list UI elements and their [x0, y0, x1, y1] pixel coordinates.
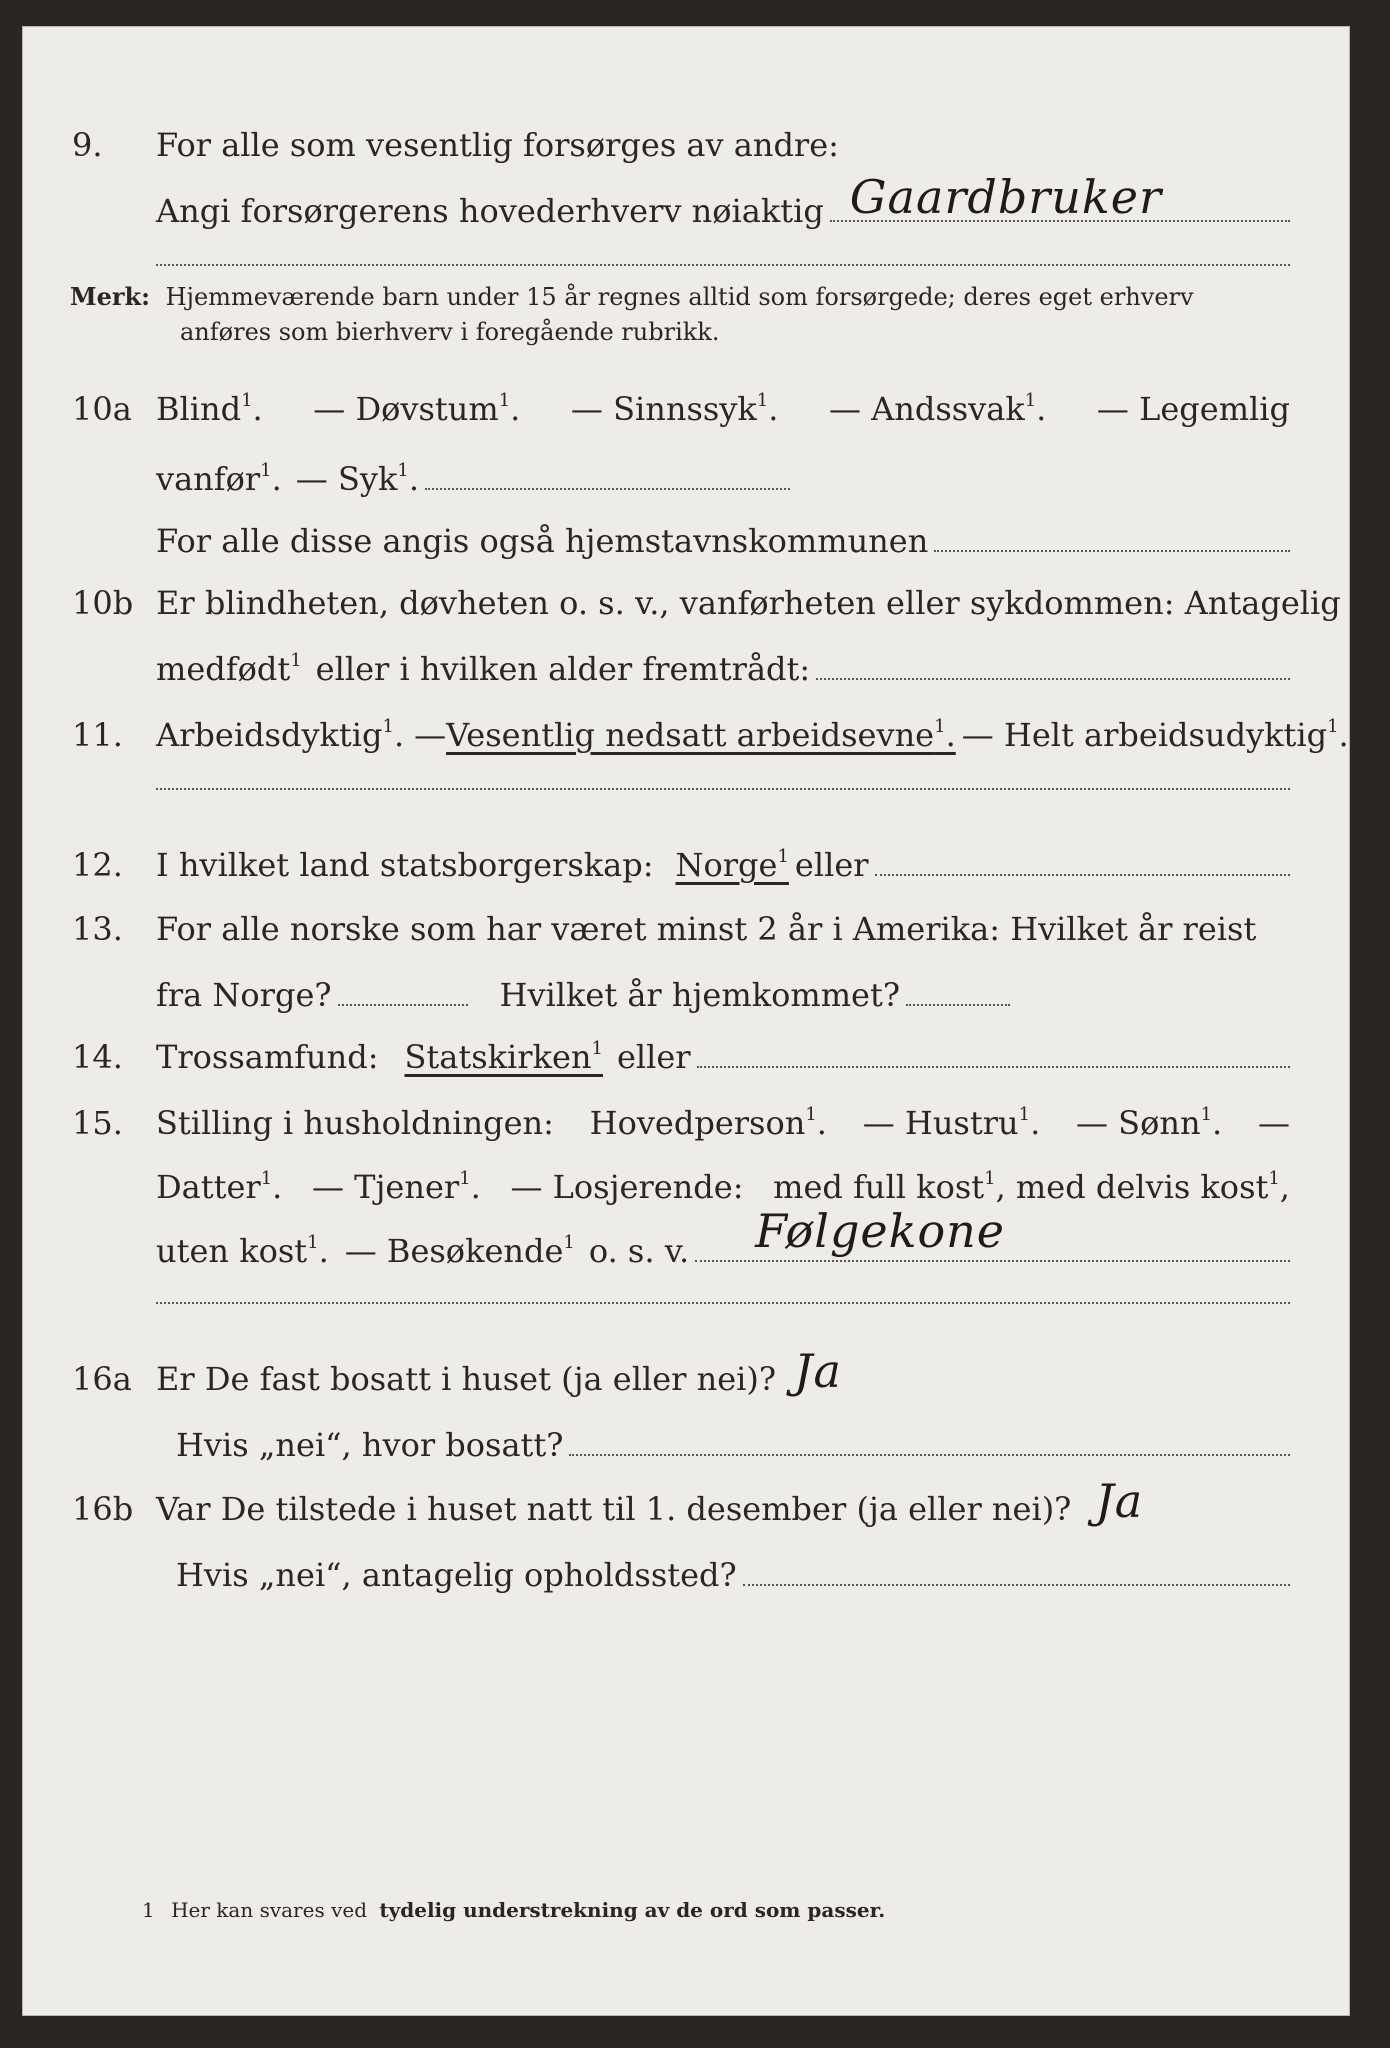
q16a-row-1 — [22, 1340, 1350, 1404]
q12-row — [22, 826, 1350, 890]
q15-besokende[interactable]: — Besøkende$^1$ — [344, 1232, 575, 1270]
q13-number: 13. — [72, 910, 123, 948]
q16a-row-2 — [22, 1406, 1350, 1470]
q9-number: 9. — [72, 126, 103, 164]
q16a-bosatt-field[interactable] — [569, 1454, 1290, 1456]
q16a-question: Er De fast bosatt i huset (ja eller nei)? — [156, 1360, 777, 1398]
q13-reist-field[interactable] — [338, 1004, 468, 1006]
q10a-hjemstavn-field[interactable] — [934, 550, 1290, 552]
q10a-hjemstavn-label: For alle disse angis også hjemstavnskommunen — [156, 522, 929, 560]
q15-osv: o. s. v. — [588, 1232, 690, 1270]
q12-number: 12. — [72, 846, 123, 884]
q16b-row-2 — [22, 1536, 1350, 1600]
q16b-number: 16b — [72, 1490, 134, 1528]
q15-row-2 — [22, 1148, 1350, 1212]
q12-label: I hvilket land statsborgerskap: — [156, 846, 654, 884]
q14-number: 14. — [72, 1038, 123, 1076]
q16b-opholdssted-field[interactable] — [743, 1584, 1290, 1586]
q15-sonn[interactable]: — Sønn$^1$. — [1076, 1104, 1223, 1142]
q10a-row-2 — [22, 440, 1350, 504]
q16a-number: 16a — [72, 1360, 132, 1398]
q10a-vanfor[interactable]: vanfør$^1$. — [156, 460, 282, 498]
q16a-bosatt-label: Hvis „nei“, hvor bosatt? — [176, 1426, 564, 1464]
q9-answer-field[interactable] — [830, 170, 1290, 224]
q15-tjener[interactable]: — Tjener$^1$. — [311, 1168, 481, 1206]
q9-heading: For alle som vesentlig forsørges av andre: — [156, 126, 839, 164]
q11-number: 11. — [72, 716, 123, 754]
q16a-handwritten-answer: Ja — [794, 1344, 842, 1398]
footnote-mark: 1 — [142, 1898, 155, 1922]
q15-extra-rule — [156, 1302, 1290, 1304]
q15-dash: — — [1257, 1104, 1290, 1142]
q11-nedsatt-selected[interactable]: Vesentlig nedsatt arbeidsevne$^1$. — [446, 716, 956, 754]
footnote-text-b: tydelig understrekning av de ord som passer. — [379, 1898, 886, 1922]
q10a-number: 10a — [72, 390, 132, 428]
q16b-question: Var De tilstede i huset natt til 1. desember (ja eller nei)? — [156, 1490, 1072, 1528]
q11-row — [22, 696, 1350, 760]
q10b-medfodt[interactable]: medfødt$^1$ — [156, 650, 302, 688]
q9-row-1 — [22, 106, 1350, 170]
q16b-row-1 — [22, 1470, 1350, 1534]
q13-reist-label: fra Norge? — [156, 976, 332, 1014]
q10b-number: 10b — [72, 584, 134, 622]
q15-full-kost[interactable]: med full kost$^1$, med delvis kost$^1$, — [773, 1168, 1290, 1206]
q10a-syk[interactable]: — Syk$^1$. — [295, 460, 419, 498]
census-form-page — [22, 26, 1350, 2016]
q14-row — [22, 1018, 1350, 1082]
q15-uten-kost[interactable]: uten kost$^1$. — [156, 1232, 329, 1270]
q10a-sinnssyk[interactable]: — Sinnssyk$^1$. — [570, 390, 779, 428]
q15-row-1 — [22, 1084, 1350, 1148]
q14-eller: eller — [616, 1038, 691, 1076]
merk-label: Merk: — [70, 282, 150, 311]
q9-label: Angi forsørgerens hovederhverv nøiaktig — [156, 192, 824, 230]
q16b-opholdssted-label: Hvis „nei“, antagelig opholdssted? — [176, 1556, 737, 1594]
q15-losjerende-label: — Losjerende: — [510, 1168, 744, 1206]
q11-dash: — — [414, 716, 447, 754]
merk-text-1: Hjemmeværende barn under 15 år regnes alltid som forsørgede; deres eget erhverv — [165, 283, 1194, 311]
q11-arbeidsdyktig[interactable]: Arbeidsdyktig$^1$. — [156, 716, 405, 754]
q15-label: Stilling i husholdningen: — [156, 1104, 554, 1142]
q10a-row-1 — [22, 370, 1350, 434]
q13-hjemkommet-label: Hvilket år hjemkommet? — [499, 976, 900, 1014]
q13-row-2 — [22, 956, 1350, 1020]
footnote-text-a: Her kan svares ved — [171, 1898, 368, 1922]
q15-hustru[interactable]: — Hustru$^1$. — [862, 1104, 1041, 1142]
q16b-handwritten-answer: Ja — [1095, 1474, 1144, 1528]
q13-row-1 — [22, 890, 1350, 954]
q15-answer-field[interactable] — [695, 1204, 1290, 1262]
q9-row-2 — [22, 172, 1350, 236]
q10b-question: Er blindheten, døvheten o. s. v., vanførheten eller sykdommen: Antagelig — [156, 584, 1341, 622]
q15-hovedperson[interactable]: Hovedperson$^1$. — [589, 1104, 827, 1142]
footnote — [142, 1898, 885, 1922]
q10a-andssvak[interactable]: — Andssvak$^1$. — [828, 390, 1047, 428]
q11-extra-rule — [156, 788, 1290, 790]
q11-udyktig[interactable]: — Helt arbeidsudyktig$^1$. — [961, 716, 1349, 754]
q12-norge-selected[interactable]: Norge$^1$ — [675, 846, 789, 884]
q10a-legemlig[interactable]: — Legemlig — [1096, 390, 1290, 428]
merk-line-2 — [180, 318, 719, 346]
q10b-row-1 — [22, 564, 1350, 628]
q10b-row-2 — [22, 630, 1350, 694]
q14-statskirken-selected[interactable]: Statskirken$^1$ — [404, 1038, 603, 1076]
q15-datter[interactable]: Datter$^1$. — [156, 1168, 283, 1206]
q14-label: Trossamfund: — [156, 1038, 379, 1076]
merk-line-1 — [70, 282, 1194, 311]
merk-text-2: anføres som bierhverv i foregående rubrikk. — [180, 318, 720, 346]
q15-handwritten-answer: Følgekone — [755, 1204, 1006, 1258]
q10a-dovstum[interactable]: — Døvstum$^1$. — [313, 390, 521, 428]
q14-other-field[interactable] — [697, 1066, 1290, 1068]
q10a-syk-field[interactable] — [425, 488, 790, 490]
q10a-blind[interactable]: Blind$^1$. — [156, 390, 263, 428]
q10a-row-3 — [22, 502, 1350, 566]
q12-eller: eller — [794, 846, 869, 884]
q10b-alder-field[interactable] — [816, 678, 1290, 680]
q13-question: For alle norske som har været minst 2 år i Amerika: Hvilket år reist — [156, 910, 1257, 948]
q10b-alder-label: eller i hvilken alder fremtrådt: — [315, 650, 811, 688]
q15-row-3 — [22, 1204, 1350, 1276]
q9-handwritten-answer: Gaardbruker — [849, 170, 1162, 224]
q13-hjemkommet-field[interactable] — [906, 1004, 1010, 1006]
q15-number: 15. — [72, 1104, 123, 1142]
q9-extra-rule — [156, 264, 1290, 266]
q12-other-field[interactable] — [875, 874, 1290, 876]
